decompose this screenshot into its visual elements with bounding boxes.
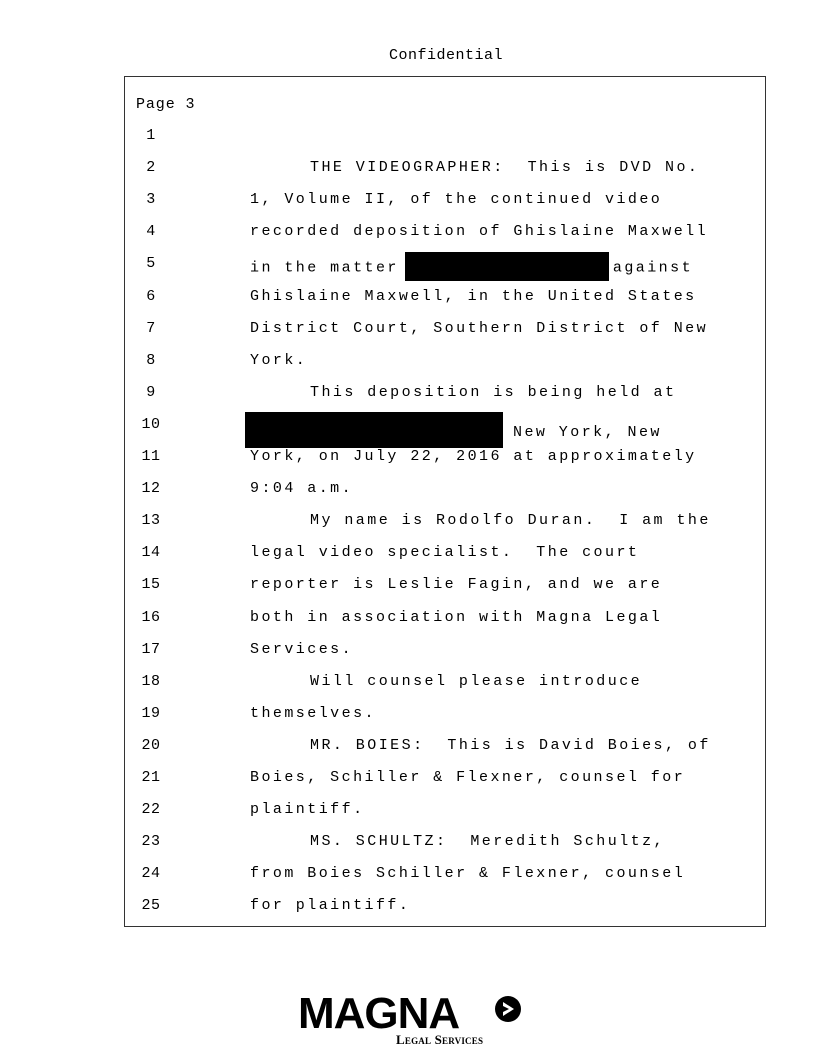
line-number: 16 [141,608,161,626]
line-number: 9 [146,383,156,401]
logo-subtitle: Legal Services [396,1032,484,1047]
line-text-segment: York. [250,351,308,369]
page-number: Page 3 [136,96,196,113]
line-number: 4 [146,223,156,241]
line-text [310,510,711,532]
transcript-line [125,831,765,853]
line-text [250,542,639,564]
transcript-line [125,478,765,500]
transcript-line [125,574,765,596]
transcript-line [125,735,765,757]
line-text [250,863,685,885]
line-number: 6 [146,287,156,305]
line-number: 23 [141,833,161,851]
redaction-block [245,412,503,448]
line-text [250,478,353,500]
line-number: 1 [146,127,156,144]
line-text [250,286,697,308]
line-text [250,253,693,282]
line-number: 24 [141,865,161,883]
transcript-line [125,639,765,661]
transcript-page [124,76,766,927]
line-text [250,799,365,821]
line-number: 5 [146,255,156,273]
line-text-segment: for plaintiff. [250,897,411,915]
transcript-line [125,350,765,372]
line-text-segment: My name is Rodolfo Duran. I am the [310,512,711,530]
transcript-line [125,286,765,308]
line-text-segment: 9:04 a.m. [250,480,354,498]
line-text [250,189,662,211]
transcript-line [125,253,765,275]
transcript-line [125,414,765,441]
line-text [250,318,708,340]
line-text [245,414,662,450]
transcript-line [125,671,765,693]
transcript-line [125,189,765,211]
line-text-segment: New York, New [513,423,662,441]
line-text-segment: plaintiff. [250,801,365,819]
line-number: 10 [141,415,161,433]
line-text-segment: against [612,259,694,277]
line-text-segment: Services. [250,640,354,658]
line-number: 7 [146,319,156,337]
magna-logo [298,990,524,1050]
line-text [310,157,699,179]
transcript-line [125,125,765,147]
line-text-segment: in the matter [250,259,399,277]
line-number: 14 [141,544,161,562]
line-text-segment: District Court, Southern District of New [250,319,709,337]
transcript-line [125,382,765,404]
line-text-segment: This deposition is being held at [310,383,677,401]
line-text-segment: THE VIDEOGRAPHER: This is DVD No. [310,159,700,177]
line-text [310,382,676,404]
logo-wordmark: MAGNA [298,989,460,1038]
line-text [250,639,353,661]
transcript-line [125,799,765,821]
line-text-segment: MS. SCHULTZ: Meredith Schultz, [310,833,665,851]
line-number: 21 [141,769,161,786]
confidential-header: Confidential [388,47,504,64]
line-text [250,703,376,725]
line-text [250,607,662,629]
line-number: 22 [141,801,161,819]
line-number: 17 [141,640,161,658]
line-text-segment: from Boies Schiller & Flexner, counsel [250,865,686,883]
line-number: 8 [146,351,156,369]
line-number: 20 [141,736,161,754]
line-text-segment: both in association with Magna Legal [250,608,663,626]
line-number: 15 [141,576,161,594]
line-number: 2 [146,159,156,177]
transcript-line [125,863,765,885]
transcript-line [125,767,765,789]
line-text-segment: Ghislaine Maxwell, in the United States [250,287,697,305]
line-number: 13 [141,512,161,530]
line-text-segment: legal video specialist. The court [250,544,640,562]
transcript-line [125,510,765,532]
line-text [310,831,665,853]
line-text-segment: Boies, Schiller & Flexner, counsel for [250,769,686,786]
line-number: 12 [141,480,161,498]
arrow-circle-icon [494,995,522,1023]
transcript-line [125,542,765,564]
transcript-line [125,318,765,340]
line-text-segment: MR. BOIES: This is David Boies, of [310,736,711,754]
line-text-segment: Will counsel please introduce [310,672,643,690]
line-text-segment: recorded deposition of Ghislaine Maxwell [250,223,709,241]
line-text [310,671,642,693]
line-text [250,574,662,596]
line-number: 18 [141,672,161,690]
transcript-line [125,446,765,468]
line-text [250,350,307,372]
line-text-segment: themselves. [250,704,376,722]
line-text-segment: reporter is Leslie Fagin, and we are [250,576,663,594]
line-text [250,767,685,789]
line-text [250,446,697,468]
line-text [310,735,711,757]
transcript-line [125,157,765,179]
transcript-line [125,607,765,629]
line-text-segment: York, on July 22, 2016 at approximately [250,448,697,465]
line-number: 11 [141,448,161,465]
line-text-segment: 1, Volume II, of the continued video [250,191,663,209]
line-number: 25 [141,897,161,915]
line-text [250,895,410,917]
transcript-line [125,221,765,243]
line-text [250,221,708,243]
transcript-line [125,895,765,917]
line-number: 19 [141,704,161,722]
transcript-line [125,703,765,725]
line-number: 3 [146,191,156,209]
redaction-block [405,252,609,281]
